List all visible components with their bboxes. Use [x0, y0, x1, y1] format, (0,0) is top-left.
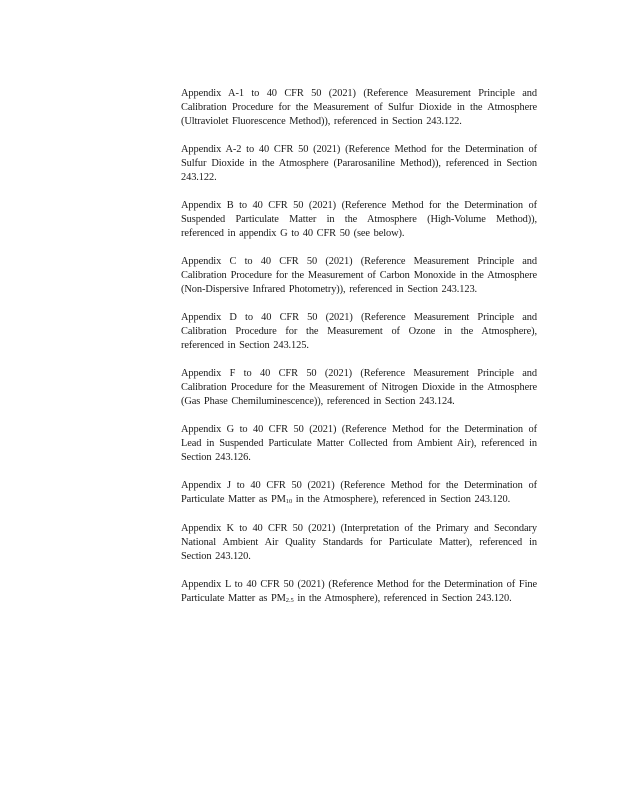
- appendix-j-entry: Appendix J to 40 CFR 50 (2021) (Reference Method for the Determination of Particulate Matter as $PM_{10}$ in the Atmosphere), referenced in Section 243.120.: [181, 480, 537, 506]
- appendix-c-entry: Appendix C to 40 CFR 50 (2021) (Reference Measurement Principle and Calibration Procedure for the Measurement of Carbon Monoxide in the Atmosphere (Non-Dispersive Infrared Photometry)), referenced in Section 243.123.: [181, 256, 537, 296]
- pm-subscript: 10: [285, 498, 293, 506]
- pm-subscript: 2.5: [285, 597, 294, 604]
- appendix-a1-entry: Appendix A-1 to 40 CFR 50 (2021) (Reference Measurement Principle and Calibration Procedure for the Measurement of Sulfur Dioxide in the Atmosphere (Ultraviolet Fluorescence Method)), referenced in Section 243.122.: [181, 88, 537, 128]
- appendix-a2-entry: Appendix A-2 to 40 CFR 50 (2021) (Reference Method for the Determination of Sulfur Dioxide in the Atmosphere (Pararosaniline Method)), referenced in Section 243.122.: [181, 144, 537, 184]
- appendix-k-entry: Appendix K to 40 CFR 50 (2021) (Interpretation of the Primary and Secondary National Ambient Air Quality Standards for Particulate Matter), referenced in Section 243.120.: [181, 522, 537, 563]
- appendix-reference-list: [181, 87, 537, 621]
- appendix-b-entry: Appendix B to 40 CFR 50 (2021) (Reference Method for the Determination of Suspended Particulate Matter in the Atmosphere (High-Volume Method)), referenced in appendix G to 40 CFR 50 (see below).: [181, 200, 537, 240]
- appendix-g-entry: Appendix G to 40 CFR 50 (2021) (Reference Method for the Determination of Lead in Suspended Particulate Matter Collected from Ambient Air), referenced in Section 243.126.: [181, 424, 537, 464]
- appendix-d-entry: Appendix D to 40 CFR 50 (2021) (Reference Measurement Principle and Calibration Procedure for the Measurement of Ozone in the Atmosphere), referenced in Section 243.125.: [181, 312, 537, 352]
- appendix-l-entry: Appendix L to 40 CFR 50 (2021) (Reference Method for the Determination of Fine Particulate Matter as $PM_{2.5}$ in the Atmosphere), referenced in Section 243.120.: [181, 578, 537, 604]
- appendix-f-entry: Appendix F to 40 CFR 50 (2021) (Reference Measurement Principle and Calibration Procedure for the Measurement of Nitrogen Dioxide in the Atmosphere (Gas Phase Chemiluminescence)), referenced in Section 243.124.: [181, 368, 537, 408]
